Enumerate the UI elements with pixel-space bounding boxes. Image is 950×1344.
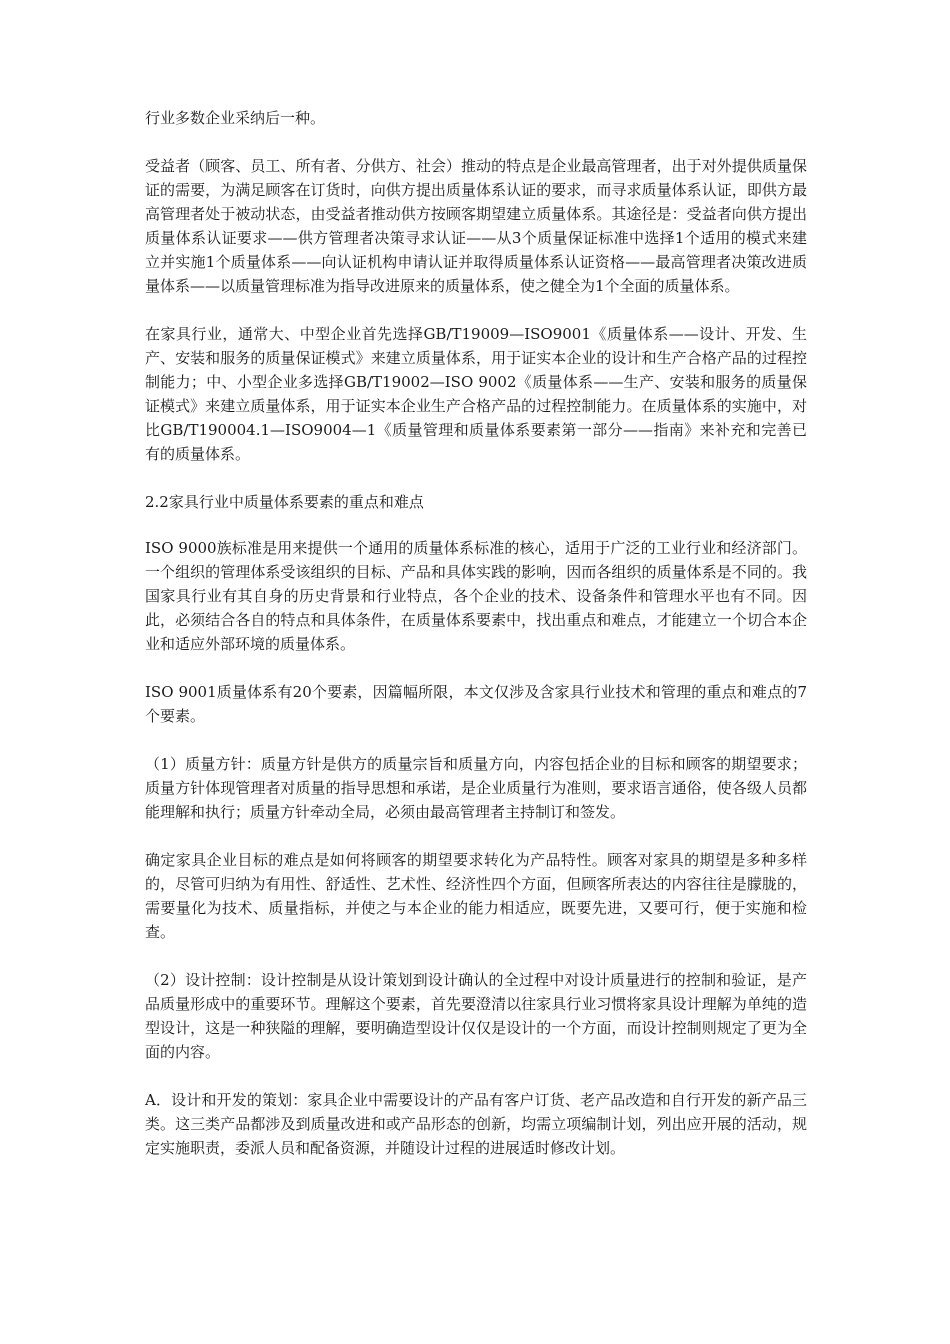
paragraph-iso9001-elements: ISO 9001质量体系有20个要素，因篇幅所限，本文仅涉及含家具行业技术和管理的重点和难点的7个要素。 bbox=[145, 683, 807, 725]
paragraph-design-control: （2）设计控制：设计控制是从设计策划到设计确认的全过程中对设计质量进行的控制和验证，是产品质量形成中的重要环节。理解这个要素，首先要澄清以往家具行业习惯将家具设计理解为单纯的造型设计，这是一种狭隘的理解，要明确造型设计仅仅是设计的一个方面，而设计控制则规定了更为全面的内容。 bbox=[145, 971, 807, 1061]
paragraph-beneficiary-driven: 受益者（顾客、员工、所有者、分供方、社会）推动的特点是企业最高管理者，出于对外提供质量保证的需要，为满足顾客在订货时，向供方提出质量体系认证的要求，而寻求质量体系认证，即供方最高管理者处于被动状态，由受益者推动供方按顾客期望建立质量体系。其途径是：受益者向供方提出质量体系认证要求——供方管理者决策寻求认证——从3个质量保证标准中选择1个适用的模式来建立并实施1个质量体系——向认证机构申请认证并取得质量体系认证资格——最高管理者决策改进质量体系——以质量管理标准为指导改进原来的质量体系，使之健全为1个全面的质量体系。 bbox=[145, 157, 807, 295]
paragraph-quality-policy: （1）质量方针：质量方针是供方的质量宗旨和质量方向，内容包括企业的目标和顾客的期望要求；质量方针体现管理者对质量的指导思想和承诺，是企业质量行为准则，要求语言通俗，使各级人员都能理解和执行；质量方针牵动全局，必须由最高管理者主持制订和签发。 bbox=[145, 755, 807, 821]
section-heading-2-2: 2.2家具行业中质量体系要素的重点和难点 bbox=[145, 493, 424, 511]
paragraph-iso9000-family: ISO 9000族标准是用来提供一个通用的质量体系标准的核心，适用于广泛的工业行业和经济部门。一个组织的管理体系受该组织的目标、产品和具体实践的影响，因而各组织的质量体系是不同的。我国家具行业有其自身的历史背景和行业特点，各个企业的技术、设备条件和管理水平也有不同。因此，必须结合各自的特点和具体条件，在质量体系要素中，找出重点和难点，才能建立一个切合本企业和适应外部环境的质量体系。 bbox=[145, 539, 807, 653]
paragraph-furniture-standard-selection: 在家具行业，通常大、中型企业首先选择GB/T19009—ISO9001《质量体系——设计、开发、生产、安装和服务的质量保证模式》来建立质量体系，用于证实本企业的设计和生产合格产品的过程控制能力；中、小型企业多选择GB/T19002—ISO 9002《质量体系——生产、安装和服务的质量保证模式》来建立质量体系，用于证实本企业生产合格产品的过程控制能力。在质量体系的实施中，对比GB/T190004.1—ISO9004—1《质量管理和质量体系要素第一部分——指南》来补充和完善已有的质量体系。 bbox=[145, 325, 807, 463]
paragraph-intro-continuation: 行业多数企业采纳后一种。 bbox=[145, 109, 326, 127]
paragraph-enterprise-goals: 确定家具企业目标的难点是如何将顾客的期望要求转化为产品特性。顾客对家具的期望是多种多样的，尽管可归纳为有用性、舒适性、艺术性、经济性四个方面，但顾客所表达的内容往往是朦胧的，需要量化为技术、质量指标，并使之与本企业的能力相适应，既要先进，又要可行，便于实施和检查。 bbox=[145, 851, 807, 941]
document-body bbox=[145, 106, 807, 1184]
paragraph-design-planning: A．设计和开发的策划：家具企业中需要设计的产品有客户订货、老产品改造和自行开发的新产品三类。这三类产品都涉及到质量改进和或产品形态的创新，均需立项编制计划，列出应开展的活动，规定实施职责，委派人员和配备资源，并随设计过程的进展适时修改计划。 bbox=[145, 1091, 807, 1157]
